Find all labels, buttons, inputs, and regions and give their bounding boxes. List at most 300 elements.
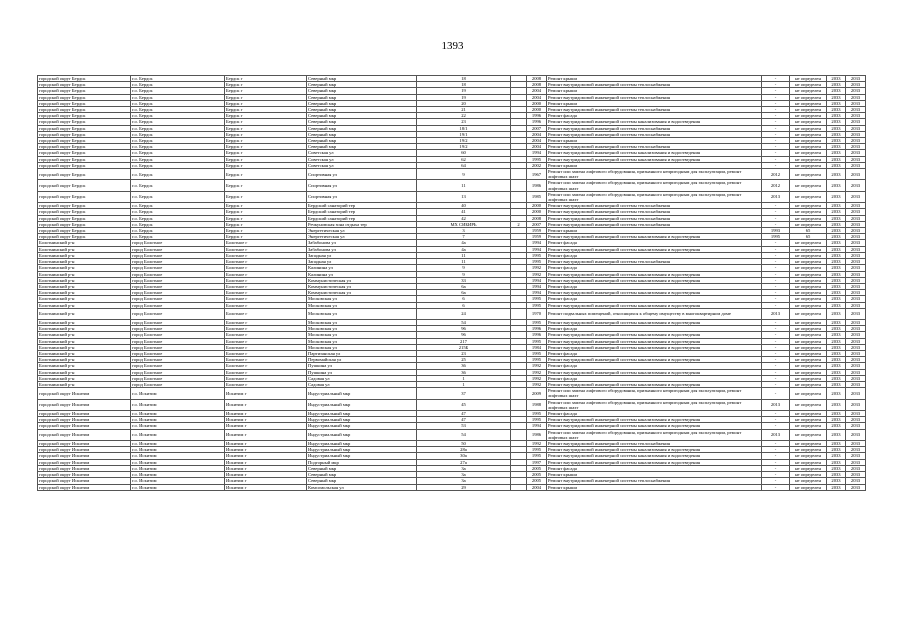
plan-start-cell: 2033 bbox=[827, 320, 846, 326]
house-number-cell: 11 bbox=[417, 180, 511, 191]
building-cell bbox=[511, 429, 527, 440]
house-number-cell: 23 bbox=[417, 119, 511, 125]
plan-end-cell: 2033 bbox=[846, 302, 866, 308]
settlement-cell: город Болотное bbox=[131, 351, 225, 357]
work-type-cell: Ремонт внутридомовой инженерной системы теплоснабжения bbox=[547, 478, 762, 484]
plan-start-cell: 2033 bbox=[827, 100, 846, 106]
wear-cell: не определен bbox=[790, 320, 827, 326]
work-type-cell: Ремонт внутридомовой инженерной системы теплоснабжения bbox=[547, 441, 762, 447]
wear-cell: не определен bbox=[790, 265, 827, 271]
house-number-cell: 23 bbox=[417, 351, 511, 357]
house-number-cell: 53 bbox=[417, 423, 511, 429]
plan-start-cell: 2033 bbox=[827, 484, 846, 490]
settlement-cell: г.о. Искитим bbox=[131, 411, 225, 417]
house-number-cell: 21 bbox=[417, 107, 511, 113]
plan-start-cell: 2033 bbox=[827, 290, 846, 296]
locality-cell: Болотное г bbox=[225, 290, 307, 296]
plan-end-cell: 2033 bbox=[846, 191, 866, 202]
plan-start-cell: 2033 bbox=[827, 252, 846, 258]
work-type-cell: Ремонт фасада bbox=[547, 363, 762, 369]
year-built-cell: 2000 bbox=[527, 203, 547, 209]
locality-cell: Болотное г bbox=[225, 382, 307, 388]
plan-start-cell: 2033 bbox=[827, 246, 846, 252]
wear-cell: не определен bbox=[790, 351, 827, 357]
table-row bbox=[38, 180, 866, 191]
house-number-cell: 33 bbox=[417, 277, 511, 283]
house-number-cell: 1 bbox=[417, 382, 511, 388]
wear-cell: не определен bbox=[790, 283, 827, 289]
work-type-cell: Ремонт или замена лифтового оборудования, признанного непригодным для эксплуатации, ремонт лифтовых шахт bbox=[547, 191, 762, 202]
street-cell: Северный мкр bbox=[307, 94, 417, 100]
house-number-cell: 42 bbox=[417, 215, 511, 221]
locality-cell: Болотное г bbox=[225, 240, 307, 246]
plan-end-cell: 2033 bbox=[846, 119, 866, 125]
plan-start-cell: 2033 bbox=[827, 478, 846, 484]
street-cell: Партизанская ул bbox=[307, 351, 417, 357]
wear-cell: 65 bbox=[790, 228, 827, 234]
wear-cell: не определен bbox=[790, 363, 827, 369]
plan-start-cell: 2033 bbox=[827, 203, 846, 209]
wear-cell: не определен bbox=[790, 465, 827, 471]
municipality-cell: городской округ Искитим bbox=[38, 399, 131, 410]
municipality-cell: городской округ Искитим bbox=[38, 465, 131, 471]
house-number-cell: 3а bbox=[417, 478, 511, 484]
locality-cell: Болотное г bbox=[225, 369, 307, 375]
house-number-cell: 19/1 bbox=[417, 131, 511, 137]
municipality-cell: Болотнинский р-н bbox=[38, 338, 131, 344]
year-built-cell: 1994 bbox=[527, 283, 547, 289]
plan-end-cell: 2033 bbox=[846, 240, 866, 246]
last-repair-cell: - bbox=[762, 320, 790, 326]
wear-cell: не определен bbox=[790, 344, 827, 350]
table-row bbox=[38, 429, 866, 440]
last-repair-cell: - bbox=[762, 423, 790, 429]
wear-cell: 65 bbox=[790, 234, 827, 240]
last-repair-cell: - bbox=[762, 375, 790, 381]
street-cell: Северный мкр bbox=[307, 88, 417, 94]
work-type-cell: Ремонт внутридомовой инженерной системы теплоснабжения bbox=[547, 203, 762, 209]
work-type-cell: Ремонт внутридомовой инженерной системы теплоснабжения bbox=[547, 221, 762, 227]
house-number-cell: 64 bbox=[417, 162, 511, 168]
house-number-cell: 11 bbox=[417, 252, 511, 258]
house-number-cell: 29 bbox=[417, 484, 511, 490]
wear-cell: не определен bbox=[790, 240, 827, 246]
plan-end-cell: 2033 bbox=[846, 465, 866, 471]
settlement-cell: г.о. Бердск bbox=[131, 113, 225, 119]
year-built-cell: 1994 bbox=[527, 290, 547, 296]
wear-cell: не определен bbox=[790, 478, 827, 484]
plan-start-cell: 2033 bbox=[827, 363, 846, 369]
last-repair-cell: - bbox=[762, 302, 790, 308]
plan-end-cell: 2033 bbox=[846, 88, 866, 94]
settlement-cell: город Болотное bbox=[131, 259, 225, 265]
plan-start-cell: 2033 bbox=[827, 76, 846, 82]
settlement-cell: город Болотное bbox=[131, 277, 225, 283]
plan-start-cell: 2033 bbox=[827, 465, 846, 471]
work-type-cell: Ремонт или замена лифтового оборудования, признанного непригодным для эксплуатации, ремонт лифтовых шахт bbox=[547, 429, 762, 440]
wear-cell: не определен bbox=[790, 113, 827, 119]
locality-cell: Болотное г bbox=[225, 332, 307, 338]
last-repair-cell: - bbox=[762, 459, 790, 465]
wear-cell: не определен bbox=[790, 107, 827, 113]
municipality-cell: Болотнинский р-н bbox=[38, 332, 131, 338]
last-repair-cell: - bbox=[762, 138, 790, 144]
work-type-cell: Ремонт внутридомовой инженерной системы канализования и водоотведения bbox=[547, 119, 762, 125]
work-type-cell: Ремонт крыши bbox=[547, 76, 762, 82]
work-type-cell: Ремонт фасада bbox=[547, 252, 762, 258]
year-built-cell: 1995 bbox=[527, 447, 547, 453]
year-built-cell: 1992 bbox=[527, 271, 547, 277]
work-type-cell: Ремонт крыши bbox=[547, 472, 762, 478]
year-built-cell: 1995 bbox=[527, 259, 547, 265]
year-built-cell: 2004 bbox=[527, 484, 547, 490]
plan-end-cell: 2033 bbox=[846, 363, 866, 369]
street-cell: Спортивная ул bbox=[307, 191, 417, 202]
last-repair-cell: - bbox=[762, 363, 790, 369]
work-type-cell: Ремонт фасада bbox=[547, 411, 762, 417]
plan-end-cell: 2033 bbox=[846, 234, 866, 240]
year-built-cell: 2004 bbox=[527, 94, 547, 100]
plan-end-cell: 2033 bbox=[846, 271, 866, 277]
street-cell: Северный мкр bbox=[307, 82, 417, 88]
year-built-cell: 2008 bbox=[527, 215, 547, 221]
last-repair-cell: - bbox=[762, 388, 790, 399]
work-type-cell: Ремонт крыши bbox=[547, 138, 762, 144]
municipality-cell: Болотнинский р-н bbox=[38, 375, 131, 381]
wear-cell: не определен bbox=[790, 209, 827, 215]
locality-cell: Бердск г bbox=[225, 119, 307, 125]
plan-end-cell: 2033 bbox=[846, 228, 866, 234]
municipality-cell: городской округ Искитим bbox=[38, 453, 131, 459]
locality-cell: Бердск г bbox=[225, 169, 307, 180]
plan-start-cell: 2033 bbox=[827, 271, 846, 277]
wear-cell: не определен bbox=[790, 399, 827, 410]
locality-cell: Болотное г bbox=[225, 252, 307, 258]
street-cell: Бердский санаторий тер bbox=[307, 215, 417, 221]
settlement-cell: город Болотное bbox=[131, 375, 225, 381]
settlement-cell: г.о. Искитим bbox=[131, 447, 225, 453]
settlement-cell: г.о. Бердск bbox=[131, 191, 225, 202]
plan-start-cell: 2033 bbox=[827, 113, 846, 119]
plan-end-cell: 2033 bbox=[846, 265, 866, 271]
plan-end-cell: 2033 bbox=[846, 144, 866, 150]
plan-end-cell: 2033 bbox=[846, 259, 866, 265]
plan-end-cell: 2033 bbox=[846, 429, 866, 440]
street-cell: Энергетическая ул bbox=[307, 234, 417, 240]
work-type-cell: Ремонт подвальных помещений, относящихся к общему имуществу в многоквартирном доме bbox=[547, 308, 762, 319]
wear-cell: не определен bbox=[790, 215, 827, 221]
plan-start-cell: 2033 bbox=[827, 472, 846, 478]
street-cell: Северный мкр bbox=[307, 465, 417, 471]
wear-cell: не определен bbox=[790, 138, 827, 144]
table-row bbox=[38, 484, 866, 490]
plan-start-cell: 2033 bbox=[827, 228, 846, 234]
street-cell: Северный мкр bbox=[307, 131, 417, 137]
plan-start-cell: 2033 bbox=[827, 138, 846, 144]
municipality-cell: Болотнинский р-н bbox=[38, 357, 131, 363]
last-repair-cell: - bbox=[762, 447, 790, 453]
year-built-cell: 1995 bbox=[527, 320, 547, 326]
settlement-cell: г.о. Искитим bbox=[131, 459, 225, 465]
last-repair-cell: 2012 bbox=[762, 169, 790, 180]
house-number-cell: МХ СИБИРЬ bbox=[417, 221, 511, 227]
municipality-cell: городской округ Бердск bbox=[38, 100, 131, 106]
building-cell bbox=[511, 388, 527, 399]
house-number-cell: 4а bbox=[417, 240, 511, 246]
plan-end-cell: 2033 bbox=[846, 344, 866, 350]
house-number-cell: 19/2 bbox=[417, 144, 511, 150]
street-cell: Московская ул bbox=[307, 302, 417, 308]
wear-cell: не определен bbox=[790, 375, 827, 381]
table-row bbox=[38, 399, 866, 410]
municipality-cell: городской округ Бердск bbox=[38, 138, 131, 144]
municipality-cell: городской округ Бердск bbox=[38, 144, 131, 150]
street-cell: Северный мкр bbox=[307, 478, 417, 484]
locality-cell: Бердск г bbox=[225, 215, 307, 221]
street-cell: Северный мкр bbox=[307, 107, 417, 113]
work-type-cell: Ремонт внутридомовой инженерной системы теплоснабжения bbox=[547, 125, 762, 131]
municipality-cell: городской округ Искитим bbox=[38, 447, 131, 453]
municipality-cell: Болотнинский р-н bbox=[38, 283, 131, 289]
locality-cell: Бердск г bbox=[225, 88, 307, 94]
wear-cell: не определен bbox=[790, 296, 827, 302]
last-repair-cell: - bbox=[762, 125, 790, 131]
plan-start-cell: 2033 bbox=[827, 417, 846, 423]
year-built-cell: 1994 bbox=[527, 277, 547, 283]
year-built-cell: 2004 bbox=[527, 138, 547, 144]
street-cell: Северный мкр bbox=[307, 100, 417, 106]
house-number-cell: 60 bbox=[417, 150, 511, 156]
wear-cell: не определен bbox=[790, 119, 827, 125]
work-type-cell: Ремонт внутридомовой инженерной системы канализования и водоотведения bbox=[547, 423, 762, 429]
municipality-cell: городской округ Искитим bbox=[38, 472, 131, 478]
locality-cell: Бердск г bbox=[225, 209, 307, 215]
settlement-cell: город Болотное bbox=[131, 332, 225, 338]
house-number-cell: 1 bbox=[417, 375, 511, 381]
municipality-cell: городской округ Бердск bbox=[38, 82, 131, 88]
year-built-cell: 1995 bbox=[527, 357, 547, 363]
settlement-cell: город Болотное bbox=[131, 290, 225, 296]
wear-cell: не определен bbox=[790, 82, 827, 88]
municipality-cell: городской округ Бердск bbox=[38, 191, 131, 202]
plan-end-cell: 2033 bbox=[846, 162, 866, 168]
house-number-cell: 9 bbox=[417, 169, 511, 180]
street-cell: Индустриальный мкр bbox=[307, 423, 417, 429]
locality-cell: Искитим г bbox=[225, 429, 307, 440]
plan-start-cell: 2033 bbox=[827, 215, 846, 221]
settlement-cell: город Болотное bbox=[131, 240, 225, 246]
house-number-cell: 9 bbox=[417, 265, 511, 271]
municipality-cell: Болотнинский р-н bbox=[38, 252, 131, 258]
year-built-cell: 1959 bbox=[527, 234, 547, 240]
locality-cell: Бердск г bbox=[225, 191, 307, 202]
locality-cell: Бердск г bbox=[225, 234, 307, 240]
year-built-cell: 1994 bbox=[527, 240, 547, 246]
plan-end-cell: 2033 bbox=[846, 423, 866, 429]
municipality-cell: городской округ Искитим bbox=[38, 417, 131, 423]
settlement-cell: город Болотное bbox=[131, 271, 225, 277]
settlement-cell: город Болотное bbox=[131, 369, 225, 375]
locality-cell: Болотное г bbox=[225, 265, 307, 271]
work-type-cell: Ремонт внутридомовой инженерной системы канализования и водоотведения bbox=[547, 332, 762, 338]
work-type-cell: Ремонт внутридомовой инженерной системы теплоснабжения bbox=[547, 82, 762, 88]
wear-cell: не определен bbox=[790, 76, 827, 82]
house-number-cell: 96 bbox=[417, 332, 511, 338]
plan-end-cell: 2033 bbox=[846, 150, 866, 156]
street-cell: Спортивная ул bbox=[307, 169, 417, 180]
work-type-cell: Ремонт внутридомовой инженерной системы канализования и водоотведения bbox=[547, 459, 762, 465]
locality-cell: Болотное г bbox=[225, 320, 307, 326]
house-number-cell: 47 bbox=[417, 411, 511, 417]
wear-cell: не определен bbox=[790, 423, 827, 429]
house-number-cell: 30а bbox=[417, 453, 511, 459]
year-built-cell: 1959 bbox=[527, 228, 547, 234]
plan-end-cell: 2033 bbox=[846, 209, 866, 215]
work-type-cell: Ремонт внутридомовой инженерной системы канализования и водоотведения bbox=[547, 417, 762, 423]
work-type-cell: Ремонт или замена лифтового оборудования, признанного непригодным для эксплуатации, ремонт лифтовых шахт bbox=[547, 388, 762, 399]
work-type-cell: Ремонт внутридомовой инженерной системы канализования и водоотведения bbox=[547, 271, 762, 277]
settlement-cell: г.о. Бердск bbox=[131, 125, 225, 131]
settlement-cell: г.о. Искитим bbox=[131, 484, 225, 490]
last-repair-cell: - bbox=[762, 382, 790, 388]
street-cell: Северный мкр bbox=[307, 76, 417, 82]
wear-cell: не определен bbox=[790, 162, 827, 168]
locality-cell: Бердск г bbox=[225, 150, 307, 156]
wear-cell: не определен bbox=[790, 472, 827, 478]
last-repair-cell: - bbox=[762, 209, 790, 215]
settlement-cell: г.о. Искитим bbox=[131, 453, 225, 459]
plan-end-cell: 2033 bbox=[846, 107, 866, 113]
last-repair-cell: - bbox=[762, 271, 790, 277]
locality-cell: Искитим г bbox=[225, 417, 307, 423]
locality-cell: Болотное г bbox=[225, 302, 307, 308]
last-repair-cell: 2013 bbox=[762, 191, 790, 202]
work-type-cell: Ремонт внутридомовой инженерной системы теплоснабжения bbox=[547, 107, 762, 113]
house-number-cell: 37 bbox=[417, 388, 511, 399]
house-number-cell: 45 bbox=[417, 399, 511, 410]
settlement-cell: г.о. Искитим bbox=[131, 429, 225, 440]
wear-cell: не определен bbox=[790, 203, 827, 209]
locality-cell: Искитим г bbox=[225, 465, 307, 471]
street-cell: Московская ул bbox=[307, 326, 417, 332]
settlement-cell: г.о. Бердск bbox=[131, 156, 225, 162]
plan-start-cell: 2033 bbox=[827, 259, 846, 265]
locality-cell: Искитим г bbox=[225, 441, 307, 447]
plan-start-cell: 2033 bbox=[827, 453, 846, 459]
wear-cell: не определен bbox=[790, 308, 827, 319]
last-repair-cell: - bbox=[762, 162, 790, 168]
settlement-cell: г.о. Бердск bbox=[131, 107, 225, 113]
house-number-cell: 215Б bbox=[417, 344, 511, 350]
plan-end-cell: 2033 bbox=[846, 332, 866, 338]
plan-end-cell: 2033 bbox=[846, 125, 866, 131]
year-built-cell: 2005 bbox=[527, 472, 547, 478]
year-built-cell: 1995 bbox=[527, 302, 547, 308]
year-built-cell: 1996 bbox=[527, 119, 547, 125]
locality-cell: Бердск г bbox=[225, 107, 307, 113]
plan-start-cell: 2033 bbox=[827, 277, 846, 283]
plan-end-cell: 2033 bbox=[846, 156, 866, 162]
year-built-cell: 1996 bbox=[527, 326, 547, 332]
plan-end-cell: 2033 bbox=[846, 221, 866, 227]
year-built-cell: 1992 bbox=[527, 382, 547, 388]
building-cell bbox=[511, 191, 527, 202]
locality-cell: Болотное г bbox=[225, 351, 307, 357]
plan-start-cell: 2033 bbox=[827, 265, 846, 271]
wear-cell: не определен bbox=[790, 417, 827, 423]
plan-end-cell: 2033 bbox=[846, 453, 866, 459]
municipality-cell: Болотнинский р-н bbox=[38, 344, 131, 350]
settlement-cell: г.о. Искитим bbox=[131, 472, 225, 478]
plan-start-cell: 2033 bbox=[827, 88, 846, 94]
work-type-cell: Ремонт внутридомовой инженерной системы теплоснабжения bbox=[547, 259, 762, 265]
last-repair-cell: 1993 bbox=[762, 228, 790, 234]
work-type-cell: Ремонт крыши bbox=[547, 100, 762, 106]
last-repair-cell: - bbox=[762, 478, 790, 484]
last-repair-cell: 2012 bbox=[762, 180, 790, 191]
house-number-cell: 3а bbox=[417, 465, 511, 471]
street-cell: Первомайская ул bbox=[307, 357, 417, 363]
work-type-cell: Ремонт фасада bbox=[547, 113, 762, 119]
last-repair-cell: - bbox=[762, 326, 790, 332]
plan-end-cell: 2033 bbox=[846, 283, 866, 289]
last-repair-cell: - bbox=[762, 344, 790, 350]
house-number-cell: 20 bbox=[417, 100, 511, 106]
last-repair-cell: - bbox=[762, 283, 790, 289]
plan-end-cell: 2033 bbox=[846, 113, 866, 119]
street-cell: Индустриальный мкр bbox=[307, 447, 417, 453]
work-type-cell: Ремонт или замена лифтового оборудования, признанного непригодным для эксплуатации, ремонт лифтовых шахт bbox=[547, 180, 762, 191]
locality-cell: Искитим г bbox=[225, 472, 307, 478]
wear-cell: не определен bbox=[790, 144, 827, 150]
plan-start-cell: 2033 bbox=[827, 156, 846, 162]
plan-end-cell: 2033 bbox=[846, 169, 866, 180]
year-built-cell: 1995 bbox=[527, 453, 547, 459]
street-cell: Советская ул bbox=[307, 162, 417, 168]
plan-start-cell: 2033 bbox=[827, 332, 846, 338]
settlement-cell: г.о. Искитим bbox=[131, 478, 225, 484]
last-repair-cell: - bbox=[762, 246, 790, 252]
last-repair-cell: - bbox=[762, 332, 790, 338]
plan-end-cell: 2033 bbox=[846, 215, 866, 221]
table-row bbox=[38, 388, 866, 399]
plan-start-cell: 2033 bbox=[827, 162, 846, 168]
plan-end-cell: 2033 bbox=[846, 94, 866, 100]
last-repair-cell: - bbox=[762, 107, 790, 113]
municipality-cell: городской округ Искитим bbox=[38, 484, 131, 490]
year-built-cell: 1970 bbox=[527, 308, 547, 319]
wear-cell: не определен bbox=[790, 259, 827, 265]
plan-end-cell: 2033 bbox=[846, 472, 866, 478]
building-cell: 2 bbox=[511, 221, 527, 227]
settlement-cell: город Болотное bbox=[131, 363, 225, 369]
street-cell: Садовая ул bbox=[307, 382, 417, 388]
plan-start-cell: 2033 bbox=[827, 344, 846, 350]
plan-end-cell: 2033 bbox=[846, 138, 866, 144]
house-number-cell: 19/2 bbox=[417, 138, 511, 144]
plan-end-cell: 2033 bbox=[846, 411, 866, 417]
locality-cell: Болотное г bbox=[225, 344, 307, 350]
year-built-cell: 1992 bbox=[527, 363, 547, 369]
work-type-cell: Ремонт внутридомовой инженерной системы теплоснабжения bbox=[547, 209, 762, 215]
plan-end-cell: 2033 bbox=[846, 484, 866, 490]
plan-start-cell: 2033 bbox=[827, 369, 846, 375]
house-number-cell: 36 bbox=[417, 369, 511, 375]
street-cell: Северный мкр bbox=[307, 144, 417, 150]
street-cell: Северный мкр bbox=[307, 113, 417, 119]
wear-cell: не определен bbox=[790, 459, 827, 465]
building-cell bbox=[511, 308, 527, 319]
